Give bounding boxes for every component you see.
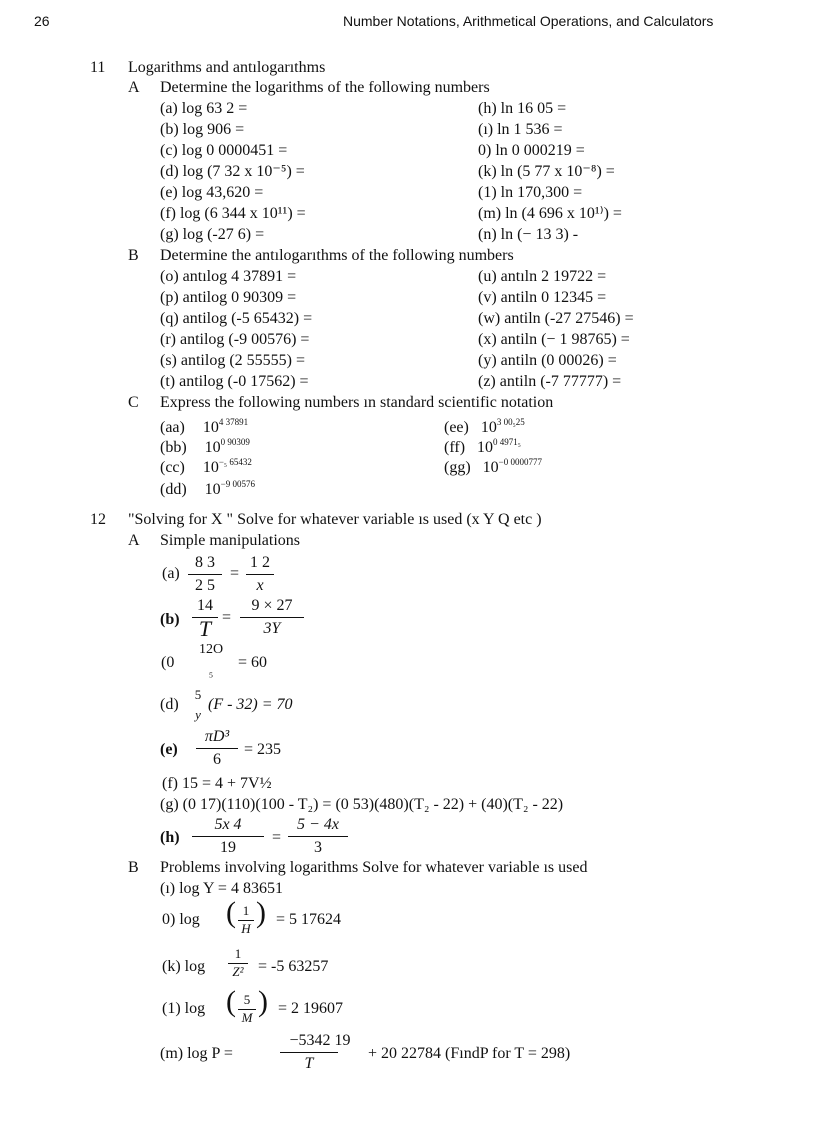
eq-m-den: T bbox=[304, 1055, 314, 1072]
eq-k-label: (k) log bbox=[162, 958, 206, 975]
antiln-item-u: (u) antıln 2 19722 = bbox=[478, 268, 607, 285]
antiln-item-w: (w) antiln (-27 27546) = bbox=[478, 310, 634, 327]
log-item-e: (e) log 43,620 = bbox=[160, 184, 264, 201]
ln-item-n: (n) ln (− 13 3) - bbox=[478, 226, 579, 243]
section-11-number: 11 bbox=[90, 59, 106, 76]
sci-item-dd: (dd) $10^{-9 00576}$ bbox=[160, 479, 255, 498]
page-number: 26 bbox=[34, 13, 50, 29]
part-b-letter: B bbox=[128, 247, 139, 264]
antiln-item-z: (z) antiln (-7 77777) = bbox=[478, 373, 622, 390]
eq-d-rest: (F - 32) = 70 bbox=[208, 696, 293, 713]
eq-f: (f) 15 = 4 + 7V½ bbox=[162, 775, 272, 792]
eq-b-den2: 3Y bbox=[263, 620, 281, 637]
eq-b-bar2 bbox=[240, 617, 304, 618]
eq-m-label: (m) log P = bbox=[160, 1045, 233, 1062]
eq-j-num: 1 bbox=[242, 903, 250, 918]
eq-l-rparen: ) bbox=[258, 985, 268, 1018]
eq-e-label: (e) bbox=[160, 741, 178, 758]
part-12b-letter: B bbox=[128, 859, 139, 876]
section-11-title: Logarithms and antılogarıthms bbox=[128, 59, 326, 76]
eq-b-den1: T bbox=[198, 616, 212, 641]
eq-a-num2: 1 2 bbox=[250, 554, 270, 571]
part-c-letter: C bbox=[128, 394, 139, 411]
log-item-a: (a) log 63 2 = bbox=[160, 100, 248, 117]
eq-k-rest: = -5 63257 bbox=[258, 958, 329, 975]
eq-j-rest: = 5 17624 bbox=[276, 911, 342, 928]
eq-h-label: (h) bbox=[160, 829, 180, 846]
eq-b-label: (b) bbox=[160, 611, 180, 628]
part-a-letter: A bbox=[128, 79, 140, 96]
eq-j-label: 0) log bbox=[162, 911, 200, 928]
ln-item-i: (ı) ln 1 536 = bbox=[478, 121, 563, 138]
antiln-item-y: (y) antiln (0 00026) = bbox=[478, 352, 617, 369]
eq-l-lparen: ( bbox=[226, 985, 236, 1018]
log-item-b: (b) log 906 = bbox=[160, 121, 245, 138]
eq-h-bar1 bbox=[192, 836, 264, 837]
part-12b-title: Problems involving logarithms Solve for whatever variable ıs used bbox=[160, 859, 588, 876]
antilog-item-p: (p) antilog 0 90309 = bbox=[160, 289, 297, 306]
eq-j-den: H bbox=[241, 921, 251, 936]
eq-m-rest: + 20 22784 (FındP for T = 298) bbox=[368, 1045, 571, 1062]
eq-e-den: 6 bbox=[213, 751, 221, 768]
eq-a-bar1 bbox=[188, 574, 222, 575]
eq-j-rparen: ) bbox=[256, 896, 266, 929]
eq-b-equals: = bbox=[222, 609, 232, 626]
eq-a-den1: 2 5 bbox=[195, 577, 215, 594]
eq-a-equals: = bbox=[230, 565, 240, 582]
eq-g: (g) (0 17)(110)(100 - T₂) = (0 53)(480)(T₂ - 22) + (40)(T₂ - 22) bbox=[160, 796, 564, 813]
log-item-d: (d) log (7 32 x 10⁻⁵) = bbox=[160, 163, 305, 180]
sci-item-gg: (gg) $10^{-0 0000777}$ bbox=[444, 457, 542, 476]
eq-h-num1: 5x 4 bbox=[214, 816, 242, 833]
section-12-number: 12 bbox=[90, 511, 106, 528]
sci-item-ff: (ff) $10^{0 4971_5}$ bbox=[444, 437, 521, 456]
log-item-c: (c) log 0 0000451 = bbox=[160, 142, 288, 159]
eq-e-num: πD³ bbox=[204, 728, 230, 745]
eq-a-bar2 bbox=[246, 574, 274, 575]
eq-a-num1: 8 3 bbox=[195, 554, 215, 571]
eq-a-label: (a) bbox=[162, 565, 180, 582]
eq-j-lparen: ( bbox=[226, 896, 236, 929]
ln-item-k: (k) ln (5 77 x 10⁻⁸) = bbox=[478, 163, 615, 180]
eq-b-num1: 14 bbox=[197, 597, 213, 614]
eq-e-bar bbox=[196, 748, 238, 749]
sci-item-bb: (bb) $10^{0 90309}$ bbox=[160, 437, 250, 456]
eq-i: (ı) log Y = 4 83651 bbox=[160, 880, 283, 897]
eq-l-label: (1) log bbox=[162, 1000, 206, 1017]
part-a-instruction: Determine the logarithms of the following numbers bbox=[160, 79, 490, 96]
sci-item-cc: (cc) $10^{-_5 65432}$ bbox=[160, 457, 252, 476]
antilog-item-q: (q) antilog (-5 65432) = bbox=[160, 310, 313, 327]
eq-h-num2: 5 − 4x bbox=[297, 816, 339, 833]
eq-c-den: ₅ bbox=[208, 663, 214, 678]
eq-l-rest: = 2 19607 bbox=[278, 1000, 344, 1017]
antilog-item-r: (r) antilog (-9 00576) = bbox=[160, 331, 310, 348]
antiln-item-x: (x) antiln (− 1 98765) = bbox=[478, 331, 630, 348]
eq-c-rest: = 60 bbox=[238, 654, 268, 671]
running-title: Number Notations, Arithmetical Operations, and Calculators bbox=[343, 13, 714, 29]
log-item-f: (f) log (6 344 x 10¹¹) = bbox=[160, 205, 306, 222]
sci-item-aa: (aa) $10^{4 37891}$ bbox=[160, 417, 249, 436]
eq-e-rest: = 235 bbox=[244, 741, 282, 758]
eq-d-den: y bbox=[195, 707, 201, 722]
eq-h-den1: 19 bbox=[220, 839, 236, 856]
eq-a-den2: x bbox=[256, 577, 264, 594]
antilog-item-o: (o) antılog 4 37891 = bbox=[160, 268, 297, 285]
ln-item-j: 0) ln 0 000219 = bbox=[478, 142, 585, 159]
eq-m-bar bbox=[280, 1052, 338, 1053]
part-b-instruction: Determine the antılogarıthms of the following numbers bbox=[160, 247, 514, 264]
eq-h-den2: 3 bbox=[314, 839, 322, 856]
eq-c-num: 12O bbox=[198, 642, 224, 657]
part-12a-letter: A bbox=[128, 532, 140, 549]
sci-item-ee: (ee) $10^{3 00_525}$ bbox=[444, 417, 525, 436]
eq-d-label: (d) bbox=[160, 696, 179, 713]
antilog-item-t: (t) antilog (-0 17562) = bbox=[160, 373, 309, 390]
antilog-item-s: (s) antilog (2 55555) = bbox=[160, 352, 305, 369]
section-12-title: "Solving for X " Solve for whatever variable ıs used (x Y Q etc ) bbox=[128, 511, 542, 528]
eq-b-num2: 9 × 27 bbox=[251, 597, 293, 614]
log-item-g: (g) log (-27 6) = bbox=[160, 226, 265, 243]
part-c-instruction: Express the following numbers ın standard scientific notation bbox=[160, 394, 554, 411]
part-12a-title: Simple manipulations bbox=[160, 532, 300, 549]
eq-m-num: −5342 19 bbox=[289, 1032, 351, 1049]
antiln-item-v: (v) antiln 0 12345 = bbox=[478, 289, 607, 306]
eq-c-label: (0 bbox=[161, 654, 175, 671]
ln-item-h: (h) ln 16 05 = bbox=[478, 100, 567, 117]
eq-l-num: 5 bbox=[243, 992, 251, 1007]
ln-item-m: (m) ln (4 696 x 10¹⁾) = bbox=[478, 205, 622, 222]
eq-l-den: M bbox=[241, 1010, 253, 1025]
eq-k-den: Z² bbox=[232, 964, 244, 979]
eq-h-equals: = bbox=[272, 829, 282, 846]
ln-item-l: (1) ln 170,300 = bbox=[478, 184, 583, 201]
eq-h-bar2 bbox=[288, 836, 348, 837]
eq-k-num: 1 bbox=[234, 946, 242, 961]
eq-d-num: 5 bbox=[194, 687, 202, 702]
